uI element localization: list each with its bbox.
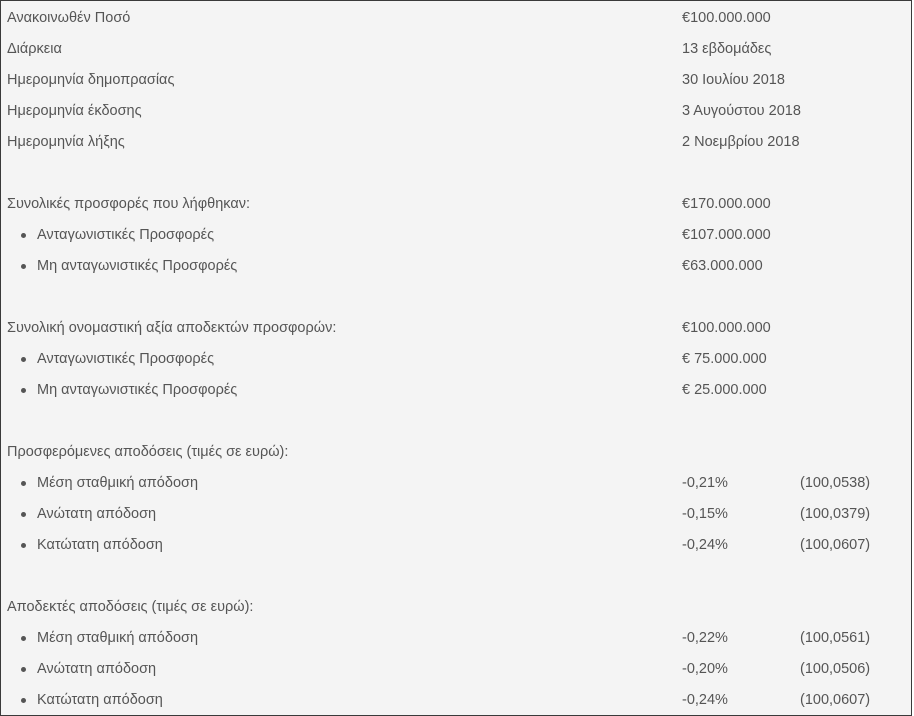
duration-label: Διάρκεια xyxy=(7,41,62,57)
accepted-weighted-avg-price: (100,0561) xyxy=(800,630,871,646)
offered-lowest-row xyxy=(1,530,911,561)
accepted-lowest-row xyxy=(1,685,911,716)
issue-date-label: Ημερομηνία έκδοσης xyxy=(7,103,142,119)
offered-weighted-avg-label: Μέση σταθμική απόδοση xyxy=(37,475,199,491)
bullet-icon xyxy=(21,636,26,641)
bids-accepted-total: €100.000.000 xyxy=(682,320,771,336)
offered-highest-row xyxy=(1,499,911,530)
bids-accepted-competitive-row xyxy=(1,344,911,375)
bids-accepted-noncompetitive-label: Μη ανταγωνιστικές Προσφορές xyxy=(37,382,238,398)
bullet-icon xyxy=(21,233,26,238)
bids-received-title: Συνολικές προσφορές που λήφθηκαν: xyxy=(7,196,250,212)
duration-value: 13 εβδομάδες xyxy=(682,41,772,57)
bids-received-noncompetitive-value: €63.000.000 xyxy=(682,258,763,274)
issue-date-value: 3 Αυγούστου 2018 xyxy=(682,103,801,119)
amount-row xyxy=(1,3,911,34)
offered-weighted-avg-row xyxy=(1,468,911,499)
bids-received-competitive-value: €107.000.000 xyxy=(682,227,771,243)
bids-received-competitive-label: Ανταγωνιστικές Προσφορές xyxy=(37,227,215,243)
accepted-weighted-avg-yield: -0,22% xyxy=(682,630,728,646)
accepted-lowest-yield: -0,24% xyxy=(682,692,728,708)
auction-date-value: 30 Ιουλίου 2018 xyxy=(682,72,785,88)
accepted-highest-label: Ανώτατη απόδοση xyxy=(37,661,157,677)
bullet-icon xyxy=(21,698,26,703)
auction-date-row xyxy=(1,65,911,96)
offered-highest-yield: -0,15% xyxy=(682,506,728,522)
accepted-lowest-label: Κατώτατη απόδοση xyxy=(37,692,163,708)
bullet-icon xyxy=(21,388,26,393)
bids-accepted-noncompetitive-row xyxy=(1,375,911,406)
bids-accepted-total-row xyxy=(1,313,911,344)
offered-lowest-label: Κατώτατη απόδοση xyxy=(37,537,163,553)
auction-date-label: Ημερομηνία δημοπρασίας xyxy=(7,72,175,88)
accepted-highest-row xyxy=(1,654,911,685)
issue-date-row xyxy=(1,96,911,127)
bids-received-competitive-row xyxy=(1,220,911,251)
bullet-icon xyxy=(21,264,26,269)
maturity-date-row xyxy=(1,127,911,158)
bullet-icon xyxy=(21,512,26,517)
offered-yields-title: Προσφερόμενες αποδόσεις (τιμές σε ευρώ): xyxy=(7,444,289,460)
bullet-icon xyxy=(21,543,26,548)
accepted-yields-title: Αποδεκτές αποδόσεις (τιμές σε ευρώ): xyxy=(7,599,254,615)
bullet-icon xyxy=(21,481,26,486)
offered-weighted-avg-yield: -0,21% xyxy=(682,475,728,491)
accepted-lowest-price: (100,0607) xyxy=(800,692,871,708)
duration-row xyxy=(1,34,911,65)
amount-label: Ανακοινωθέν Ποσό xyxy=(7,10,131,26)
offered-lowest-price: (100,0607) xyxy=(800,537,871,553)
accepted-yields-title-row xyxy=(1,592,911,623)
bids-received-total-row xyxy=(1,189,911,220)
offered-lowest-yield: -0,24% xyxy=(682,537,728,553)
bullet-icon xyxy=(21,667,26,672)
bullet-icon xyxy=(21,357,26,362)
offered-highest-price: (100,0379) xyxy=(800,506,871,522)
offered-highest-label: Ανώτατη απόδοση xyxy=(37,506,157,522)
accepted-weighted-avg-row xyxy=(1,623,911,654)
accepted-weighted-avg-label: Μέση σταθμική απόδοση xyxy=(37,630,199,646)
amount-value: €100.000.000 xyxy=(682,10,771,26)
bids-accepted-competitive-value: € 75.000.000 xyxy=(682,351,767,367)
bids-accepted-title: Συνολική ονομαστική αξία αποδεκτών προσφορών: xyxy=(7,320,337,336)
bids-accepted-noncompetitive-value: € 25.000.000 xyxy=(682,382,767,398)
accepted-highest-price: (100,0506) xyxy=(800,661,871,677)
bids-received-noncompetitive-row xyxy=(1,251,911,282)
accepted-highest-yield: -0,20% xyxy=(682,661,728,677)
bids-accepted-competitive-label: Ανταγωνιστικές Προσφορές xyxy=(37,351,215,367)
maturity-date-value: 2 Νοεμβρίου 2018 xyxy=(682,134,800,150)
offered-weighted-avg-price: (100,0538) xyxy=(800,475,871,491)
bids-received-total: €170.000.000 xyxy=(682,196,771,212)
maturity-date-label: Ημερομηνία λήξης xyxy=(7,134,125,150)
bids-received-noncompetitive-label: Μη ανταγωνιστικές Προσφορές xyxy=(37,258,238,274)
offered-yields-title-row xyxy=(1,437,911,468)
